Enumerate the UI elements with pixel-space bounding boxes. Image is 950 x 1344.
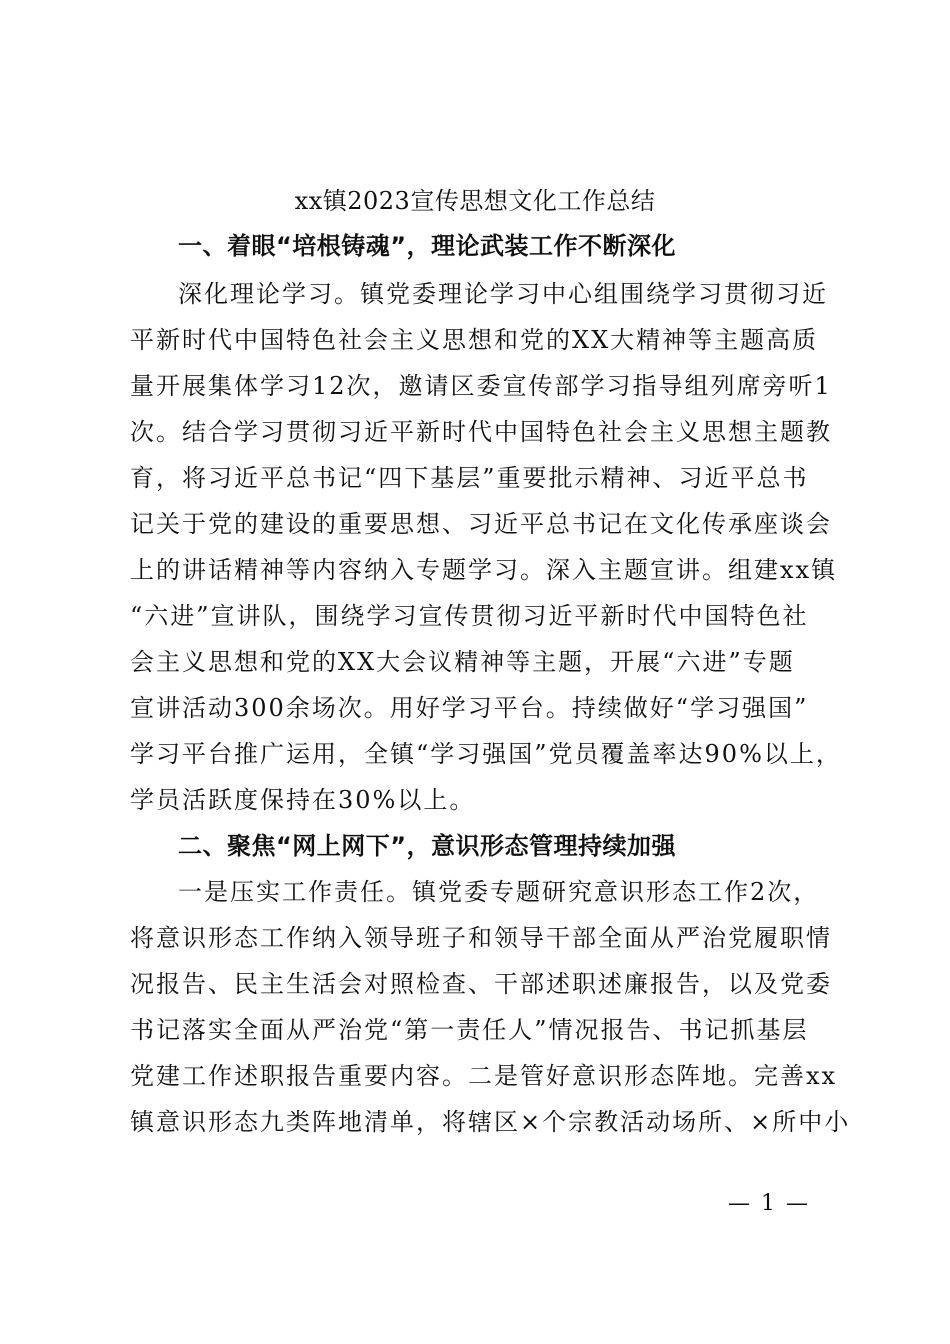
section-2-line: 况报告、民主生活会对照检查、干部述职述廉报告，以及党委 [130,970,832,998]
section-1-line: 上的讲话精神等内容纳入专题学习。深入主题宣讲。组建xx镇 [130,556,838,584]
section-2-line: 将意识形态工作纳入领导班子和领导干部全面从严治党履职情 [130,924,832,952]
section-1-line: 宣讲活动300余场次。用好学习平台。持续做好“学习强国” [130,694,809,722]
section-1-line: 量开展集体学习12次，邀请区委宣传部学习指导组列席旁听1 [130,372,832,400]
section-1-line: 深化理论学习。镇党委理论学习中心组围绕学习贯彻习近 [178,280,828,308]
section-2-line: 书记落实全面从严治党“第一责任人”情况报告、书记抓基层 [130,1016,809,1044]
section-1-line: “六进”宣讲队，围绕学习宣传贯彻习近平新时代中国特色社 [130,602,809,630]
section-1-line: 次。结合学习贯彻习近平新时代中国特色社会主义思想主题教 [130,418,832,446]
section-1-line: 学习平台推广运用，全镇“学习强国”党员覆盖率达90%以上， [130,740,842,768]
section-1-line: 平新时代中国特色社会主义思想和党的XX大精神等主题高质 [130,326,819,354]
section-1-line: 记关于党的建设的重要思想、习近平总书记在文化传承座谈会 [130,510,832,538]
section-2-line: 镇意识形态九类阵地清单，将辖区×个宗教活动场所、×所中小 [130,1108,851,1136]
section-2-heading: 二、聚焦“网上网下”，意识形态管理持续加强 [178,832,677,860]
page-number: — 1 — [728,1191,810,1216]
section-1-line: 学员活跃度保持在30%以上。 [130,786,476,814]
section-1-line: 会主义思想和党的XX大会议精神等主题，开展“六进”专题 [130,648,795,676]
document-title: xx镇2023宣传思想文化工作总结 [294,187,656,215]
section-2-line: 一是压实工作责任。镇党委专题研究意识形态工作2次， [178,878,820,906]
section-2-line: 党建工作述职报告重要内容。二是管好意识形态阵地。完善xx [130,1062,838,1090]
section-1-line: 育，将习近平总书记“四下基层”重要批示精神、习近平总书 [130,464,809,492]
section-1-heading: 一、着眼“培根铸魂”，理论武装工作不断深化 [178,232,677,260]
